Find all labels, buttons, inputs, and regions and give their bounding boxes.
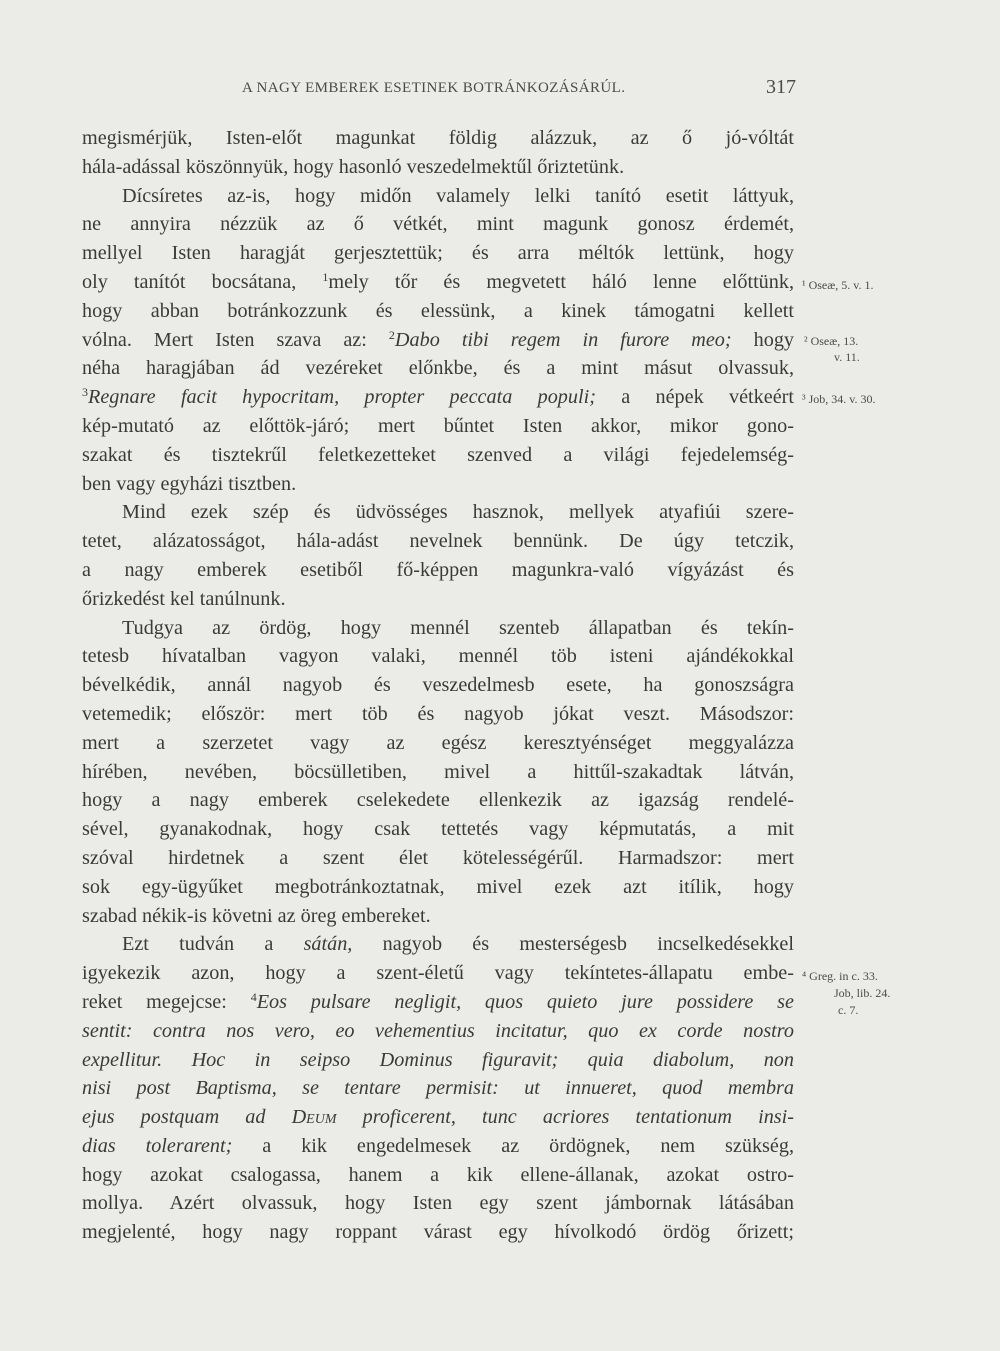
text-run: vólna. Mert Isten szava az:: [82, 328, 367, 351]
text-line: bévelkédik, annál nagyob és veszedelmesb esete, ha gonoszságra: [82, 674, 794, 697]
text-line: Tudgya az ördög, hogy mennél szenteb állapatban és tekín-: [122, 616, 794, 639]
text-line: szabad nékik-is követni az öreg embereket.: [82, 904, 431, 927]
footnote-marker: 4: [250, 989, 257, 1004]
text-line: [82, 268, 794, 297]
text-line: sok egy-ügyűket megbotránkoztatnak, mivel ezek azt itílik, hogy: [82, 875, 794, 898]
text-line: [82, 988, 794, 1017]
text-line: megismérjük, Isten-előt magunkat földig alázzuk, az ő jó-vóltát: [82, 127, 794, 149]
latin-quote: dias tolerarent;: [82, 1134, 233, 1157]
text-line: tetet, alázatosságot, hála-adást nevelnek bennünk. De úgy tetczik,: [82, 530, 794, 553]
text-line: sével, gyanakodnak, hogy csak tettetés vagy képmutatás, a mit: [82, 818, 794, 841]
margin-note: v. 11.: [834, 350, 860, 364]
footnote-marker: 3: [82, 385, 88, 400]
small-caps-word: Deum: [291, 1106, 337, 1129]
text-line: mollya. Azért olvassuk, hogy Isten egy szent jámbornak látásában: [82, 1192, 794, 1215]
text-line: hála-adással köszönnyük, hogy hasonló veszedelmektűl őriztetünk.: [82, 155, 625, 178]
text-line: mellyel Isten haragját gerjesztettük; és arra méltók lettünk, hogy: [82, 242, 794, 265]
text-line: ben vagy egyházi tisztben.: [82, 472, 297, 495]
latin-quote: Regnare facit hypocritam, propter peccata populi;: [88, 386, 596, 409]
text-run: oly tanítót bocsátana,: [82, 270, 297, 293]
text-line: néha haragjában ád vezéreket előnkbe, és a mint másut olvassuk,: [82, 357, 794, 380]
text-line: [82, 383, 794, 412]
text-line: tetesb hívatalban vagyon valaki, mennél töb isteni ajándékokkal: [82, 645, 794, 668]
running-title: A NAGY EMBEREK ESETINEK BOTRÁNKOZÁSÁRÚL.: [242, 80, 626, 96]
text-line: igyekezik azon, hogy a szent-életű vagy tekíntetes-állapatu embe-: [82, 962, 794, 985]
text-line: sentit: contra nos vero, eo vehementius incitatur, quo ex corde nostro: [82, 1019, 794, 1042]
margin-note: ² Oseæ, 13.: [804, 334, 859, 348]
text-run: ejus postquam ad: [82, 1106, 266, 1129]
text-line: kép-mutató az előttök-járó; mert bűntet Isten akkor, mikor gono-: [82, 414, 794, 437]
text-line: [82, 930, 794, 959]
text-line: megjelenté, hogy nagy roppant várast egy hívolkodó ördög őrizett;: [82, 1221, 794, 1244]
margin-note: ¹ Oseæ, 5. v. 1.: [802, 278, 874, 292]
text-run: mely tőr és megvetett háló lenne előttünk,: [328, 270, 795, 293]
page-number: 317: [766, 76, 796, 98]
running-head: [82, 76, 802, 106]
text-line: őrizkedést kel tanúlnunk.: [82, 587, 286, 610]
text-line: Dícsíretes az-is, hogy midőn valamely lelki tanító esetit láttyuk,: [122, 184, 794, 207]
text-run: a kik engedelmesek az ördögnek, nem szükség,: [262, 1134, 795, 1157]
text-line: szóval hirdetnek a szent élet kötelességérűl. Harmadszor: mert: [82, 846, 794, 869]
latin-quote: Eos pulsare negligit, quos quieto jure possidere se: [256, 990, 794, 1013]
text-line: ne annyira nézzük az ő vétkét, mint magunk gonosz érdemét,: [82, 213, 794, 236]
text-line: vetemedik; először: mert töb és nagyob jókat veszt. Másodszor:: [82, 702, 794, 725]
text-line: [82, 1103, 794, 1132]
text-run: nagyob és mesterségesb incselkedésekkel: [382, 933, 794, 956]
text-line: hírében, nevében, böcsülletiben, mivel a hittűl-szakadtak látván,: [82, 760, 794, 783]
text-line: hogy abban botránkozzunk és elessünk, a kinek támogatni kellett: [82, 299, 794, 322]
text-run: a népek vétkeért: [621, 386, 795, 409]
margin-note: ⁴ Greg. in c. 33.: [802, 969, 878, 983]
footnote-marker: 1: [322, 269, 329, 284]
text-line: expellitur. Hoc in seipso Dominus figuravit; quia diabolum, non: [82, 1048, 794, 1071]
italic-word: sátán,: [303, 933, 353, 956]
text-line: Mind ezek szép és üdvösséges hasznok, mellyek atyafiúi szere-: [122, 501, 794, 524]
margin-note: ³ Job, 34. v. 30.: [802, 392, 876, 406]
text-line: hogy a nagy emberek cselekedete ellenkezik az igazság rendelé-: [82, 789, 794, 812]
margin-note: c. 7.: [838, 1003, 859, 1017]
text-run: Ezt tudván a: [122, 933, 274, 956]
text-line: a nagy emberek esetiből fő-képpen magunkra-való vígyázást és: [82, 558, 794, 581]
text-run: reket megejcse:: [82, 990, 227, 1013]
text-run: proficerent, tunc acriores tentationum insi-: [362, 1106, 794, 1129]
text-line: [82, 1132, 794, 1161]
text-line: [82, 326, 794, 355]
text-line: mert a szerzetet vagy az egész keresztyénséget meggyalázza: [82, 731, 794, 754]
body-text: [82, 124, 794, 1247]
latin-quote: Dabo tibi regem in furore meo;: [394, 328, 732, 351]
text-line: szakat és tisztekrűl feletkezetteket szenved a világi fejedelemség-: [82, 443, 794, 466]
text-line: nisi post Baptisma, se tentare permisit: ut innueret, quod membra: [82, 1077, 794, 1100]
margin-note: Job, lib. 24.: [834, 986, 891, 1000]
footnote-marker: 2: [388, 327, 395, 342]
text-run: hogy: [753, 328, 795, 351]
text-line: hogy azokat csalogassa, hanem a kik ellene-állanak, azokat ostro-: [82, 1163, 794, 1186]
